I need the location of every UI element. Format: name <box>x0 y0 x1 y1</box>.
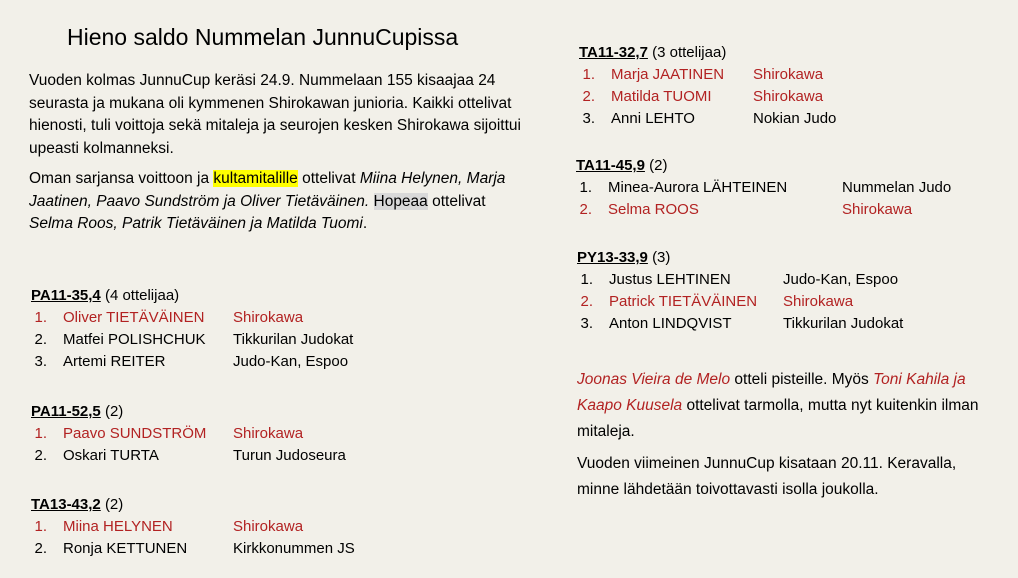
outro-text-b: ottelivat tarmolla, mutta nyt kuitenkin ilman mitaleja. <box>577 397 979 440</box>
athlete-name: Artemi REITER <box>63 353 166 370</box>
club-name: Judo-Kan, Espoo <box>783 271 899 288</box>
result-placement: 2. <box>34 447 47 464</box>
silver-winners: Selma Roos, Patrik Tietäväinen ja Matilda Tuomi <box>29 215 363 232</box>
category-block <box>577 247 903 335</box>
result-placement: 2. <box>579 201 592 218</box>
category-heading <box>579 42 836 64</box>
athlete-name: Matfei POLISHCHUK <box>63 331 206 348</box>
category-code: PA11-52,5 <box>31 403 101 420</box>
silver-highlight: Hopeaa <box>373 192 428 210</box>
club-name: Turun Judoseura <box>233 447 346 464</box>
athlete-name: Anni LEHTO <box>611 110 695 127</box>
club-name: Nummelan Judo <box>842 179 952 196</box>
category-code: PY13-33,9 <box>577 249 648 266</box>
athlete-name: Oskari TURTA <box>63 447 159 464</box>
result-row <box>577 269 903 291</box>
category-count: (4 ottelijaa) <box>104 287 180 304</box>
result-row <box>31 445 346 467</box>
category-count: (3) <box>652 249 671 266</box>
category-code: TA13-43,2 <box>31 496 101 513</box>
result-placement: 1. <box>582 66 595 83</box>
category-count: (3 ottelijaa) <box>652 44 727 61</box>
athlete-name: Matilda TUOMI <box>611 88 712 105</box>
result-row <box>576 177 951 199</box>
club-name: Shirokawa <box>783 293 854 310</box>
athlete-name: Patrick TIETÄVÄINEN <box>609 293 758 310</box>
athlete-name: Oliver TIETÄVÄINEN <box>63 309 205 326</box>
category-block <box>579 42 836 130</box>
result-row <box>579 86 836 108</box>
category-count: (2) <box>104 496 124 513</box>
outro-text-a: otteli pisteille. Myös <box>730 371 874 388</box>
athlete-name: Miina HELYNEN <box>63 518 173 535</box>
athlete-name: Paavo SUNDSTRÖM <box>63 425 207 442</box>
club-name: Shirokawa <box>233 518 304 535</box>
result-row <box>577 291 903 313</box>
result-row <box>576 199 951 221</box>
outro-text <box>577 367 997 509</box>
result-placement: 3. <box>34 353 47 370</box>
athlete-name: Selma ROOS <box>608 201 699 218</box>
category-code: TA11-45,9 <box>576 157 645 174</box>
result-row <box>577 313 903 335</box>
category-block <box>31 494 355 560</box>
result-row <box>579 108 836 130</box>
intro-paragraph-2 <box>29 168 529 236</box>
intro-text-end: . <box>362 215 368 232</box>
result-placement: 2. <box>34 540 47 557</box>
club-name: Shirokawa <box>842 201 913 218</box>
result-placement: 1. <box>34 518 47 535</box>
result-placement: 2. <box>580 293 593 310</box>
result-row <box>31 516 355 538</box>
result-row <box>31 423 346 445</box>
category-code: TA11-32,7 <box>579 44 648 61</box>
result-row <box>579 64 836 86</box>
club-name: Judo-Kan, Espoo <box>233 353 349 370</box>
club-name: Kirkkonummen JS <box>233 540 355 557</box>
club-name: Shirokawa <box>233 309 304 326</box>
category-heading <box>31 494 355 516</box>
outro-name-1: Joonas Vieira de Melo <box>577 371 731 388</box>
intro-text-b: ottelivat <box>297 170 360 187</box>
result-placement: 1. <box>34 309 47 326</box>
category-code: PA11-35,4 <box>31 287 101 304</box>
outro-name-2: Toni Kahila ja Kaapo Kuusela <box>577 371 966 414</box>
club-name: Tikkurilan Judokat <box>783 315 904 332</box>
category-heading <box>576 155 951 177</box>
category-block <box>576 155 951 221</box>
club-name: Shirokawa <box>753 88 824 105</box>
result-row <box>31 307 353 329</box>
category-count: (2) <box>104 403 124 420</box>
result-row <box>31 351 353 373</box>
result-row <box>31 329 353 351</box>
category-heading <box>31 285 353 307</box>
athlete-name: Marja JAATINEN <box>611 66 725 83</box>
club-name: Shirokawa <box>753 66 824 83</box>
athlete-name: Anton LINDQVIST <box>609 315 732 332</box>
result-placement: 1. <box>580 271 593 288</box>
intro-text-a: Oman sarjansa voittoon ja <box>29 170 214 187</box>
result-placement: 3. <box>582 110 595 127</box>
intro-paragraph-1: Vuoden kolmas JunnuCup keräsi 24.9. Nummelaan 155 kisaajaa 24 seurasta ja mukana oli kymmenen Shirokawan junioria. Kaikki ottelivat hienosti, tuli voittoja sekä mitaleja ja seurojen kesken Shirokawa sijoittui upeasti kolmanneksi. <box>29 72 521 157</box>
intro-text-c: ottelivat <box>427 192 486 210</box>
result-placement: 1. <box>34 425 47 442</box>
category-heading <box>577 247 903 269</box>
intro-text <box>29 70 529 244</box>
result-row <box>31 538 355 560</box>
athlete-name: Justus LEHTINEN <box>609 271 731 288</box>
club-name: Tikkurilan Judokat <box>233 331 354 348</box>
page-title: Hieno saldo Nummelan JunnuCupissa <box>67 24 459 50</box>
gold-highlight: kultamitalille <box>213 170 298 187</box>
outro-paragraph-2: Vuoden viimeinen JunnuCup kisataan 20.11. Keravalla, minne lähdetään toivottavasti isolla joukolla. <box>577 455 957 498</box>
result-placement: 1. <box>579 179 592 196</box>
club-name: Shirokawa <box>233 425 304 442</box>
category-heading <box>31 401 346 423</box>
category-block <box>31 285 353 373</box>
athlete-name: Minea-Aurora LÄHTEINEN <box>608 179 788 196</box>
athlete-name: Ronja KETTUNEN <box>63 540 188 557</box>
gold-winners: Miina Helynen, Marja Jaatinen, Paavo Sundström ja Oliver Tietäväinen. <box>29 170 506 210</box>
category-block <box>31 401 346 467</box>
club-name: Nokian Judo <box>753 110 837 127</box>
result-placement: 2. <box>34 331 47 348</box>
result-placement: 3. <box>580 315 593 332</box>
category-count: (2) <box>649 157 668 174</box>
result-placement: 2. <box>582 88 595 105</box>
outro-paragraph-1 <box>577 367 997 445</box>
